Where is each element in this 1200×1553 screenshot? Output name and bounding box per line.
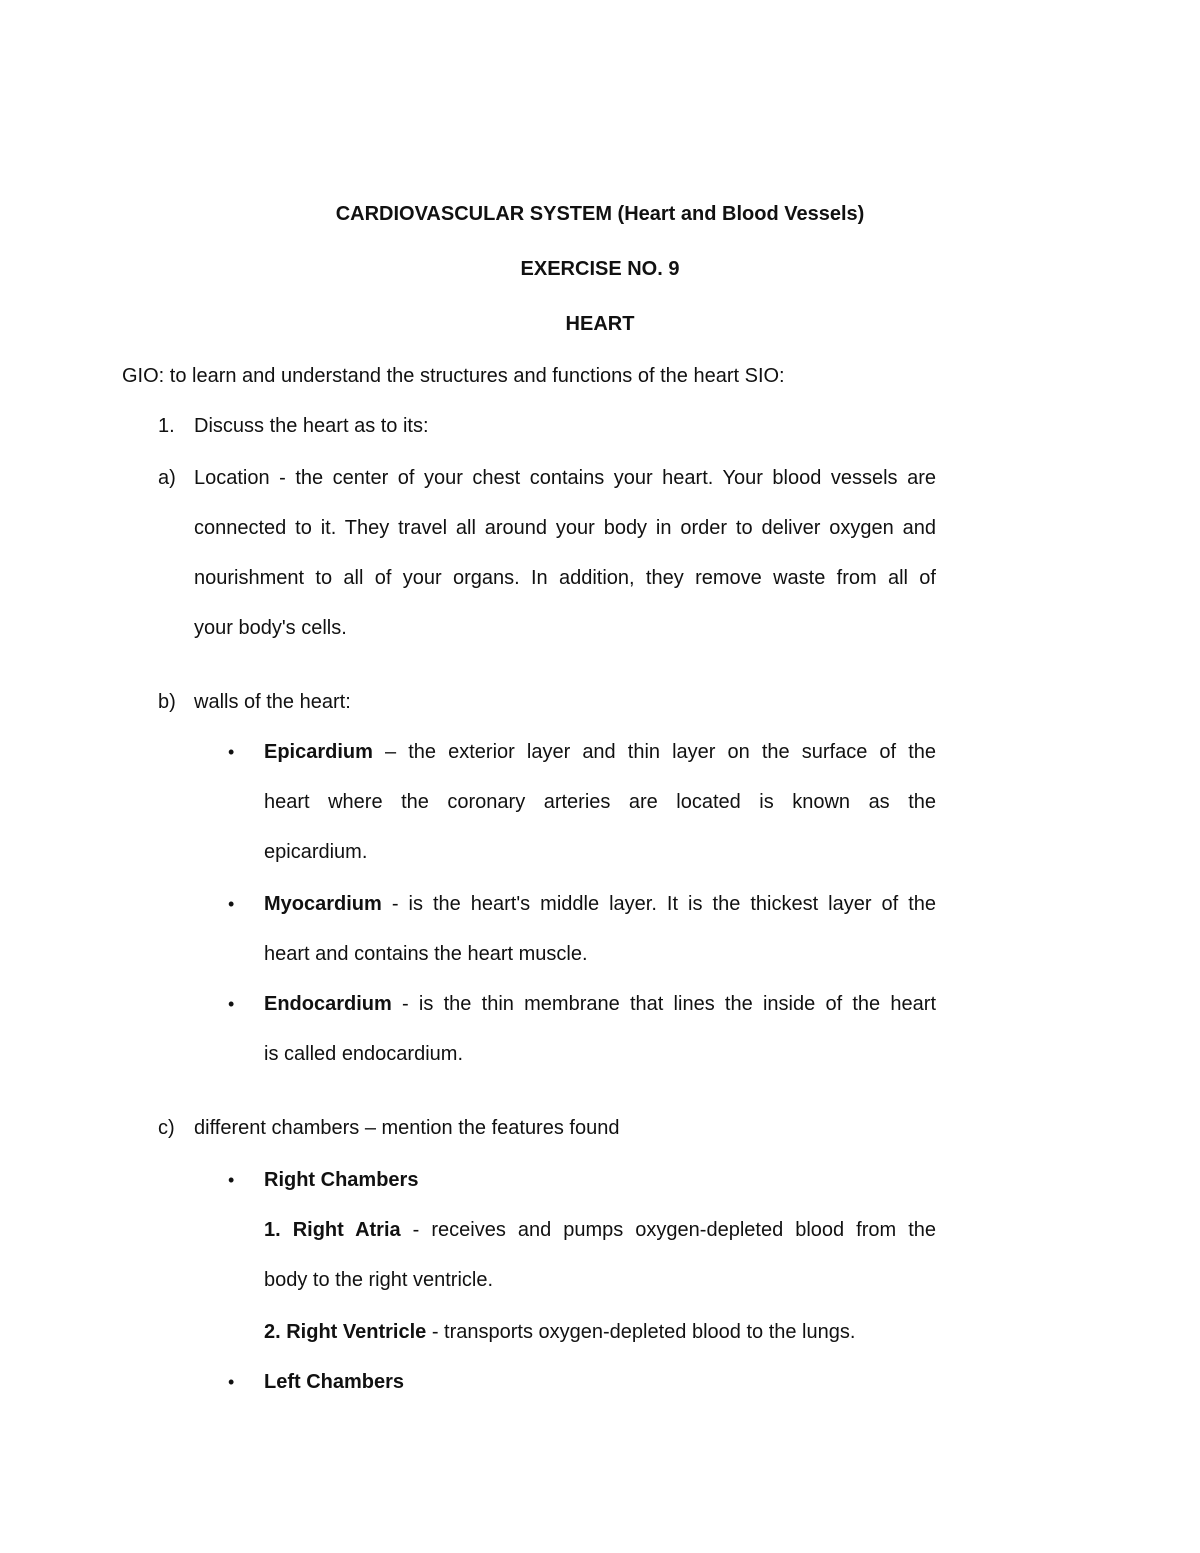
bullet-icon: • xyxy=(228,994,235,1014)
bullet-icon: • xyxy=(228,894,235,914)
right-atria-line-1 xyxy=(264,1218,936,1242)
endocardium-term: Endocardium xyxy=(264,993,392,1015)
bullet-icon: • xyxy=(228,1372,235,1392)
right-ventricle-term: 2. Right Ventricle xyxy=(264,1321,427,1343)
endocardium-line-2: is called endocardium. xyxy=(264,1043,463,1065)
right-atria-line-2: body to the right ventricle. xyxy=(264,1269,494,1291)
right-ventricle-line xyxy=(264,1320,855,1344)
item-b-marker: b) xyxy=(158,691,176,713)
location-line-3: nourishment to all of your organs. In addition, they remove waste from all of xyxy=(194,567,936,589)
right-atria-term: 1. Right Atria xyxy=(264,1219,401,1241)
document-title: CARDIOVASCULAR SYSTEM (Heart and Blood Vessels) xyxy=(335,203,865,225)
right-atria-desc: - receives and pumps oxygen-depleted blood from the xyxy=(400,1219,936,1241)
bullet-icon: • xyxy=(228,742,235,762)
right-chambers-label: Right Chambers xyxy=(264,1169,419,1191)
subject-heading: HEART xyxy=(565,313,635,335)
myocardium-desc: - is the heart's middle layer. It is the thickest layer of the xyxy=(381,893,936,915)
epicardium-term: Epicardium xyxy=(264,741,373,763)
myocardium-line-2: heart and contains the heart muscle. xyxy=(264,943,588,965)
myocardium-line-1 xyxy=(264,892,936,916)
endocardium-desc: - is the thin membrane that lines the inside of the heart xyxy=(391,993,936,1015)
item-a-marker: a) xyxy=(158,467,176,489)
left-chambers-label: Left Chambers xyxy=(264,1371,405,1393)
myocardium-term: Myocardium xyxy=(264,893,382,915)
objectives-text: GIO: to learn and understand the structures and functions of the heart SIO: xyxy=(122,365,785,387)
epicardium-line-3: epicardium. xyxy=(264,841,368,863)
location-line-1: Location - the center of your chest contains your heart. Your blood vessels are xyxy=(194,467,936,489)
exercise-number: EXERCISE NO. 9 xyxy=(520,258,680,280)
bullet-icon: • xyxy=(228,1170,235,1190)
endocardium-line-1 xyxy=(264,992,936,1016)
walls-heading: walls of the heart: xyxy=(194,691,351,713)
item-1-marker: 1. xyxy=(158,415,175,437)
right-ventricle-desc: - transports oxygen-depleted blood to the lungs. xyxy=(426,1321,856,1343)
epicardium-line-1 xyxy=(264,740,936,764)
item-1-text: Discuss the heart as to its: xyxy=(194,415,429,437)
epicardium-line-2: heart where the coronary arteries are located is known as the xyxy=(264,791,936,813)
chambers-heading: different chambers – mention the features found xyxy=(194,1117,620,1139)
location-line-2: connected to it. They travel all around your body in order to deliver oxygen and xyxy=(194,517,936,539)
item-c-marker: c) xyxy=(158,1117,175,1139)
location-line-4: your body's cells. xyxy=(194,617,347,639)
epicardium-desc: – the exterior layer and thin layer on the surface of the xyxy=(372,741,936,763)
